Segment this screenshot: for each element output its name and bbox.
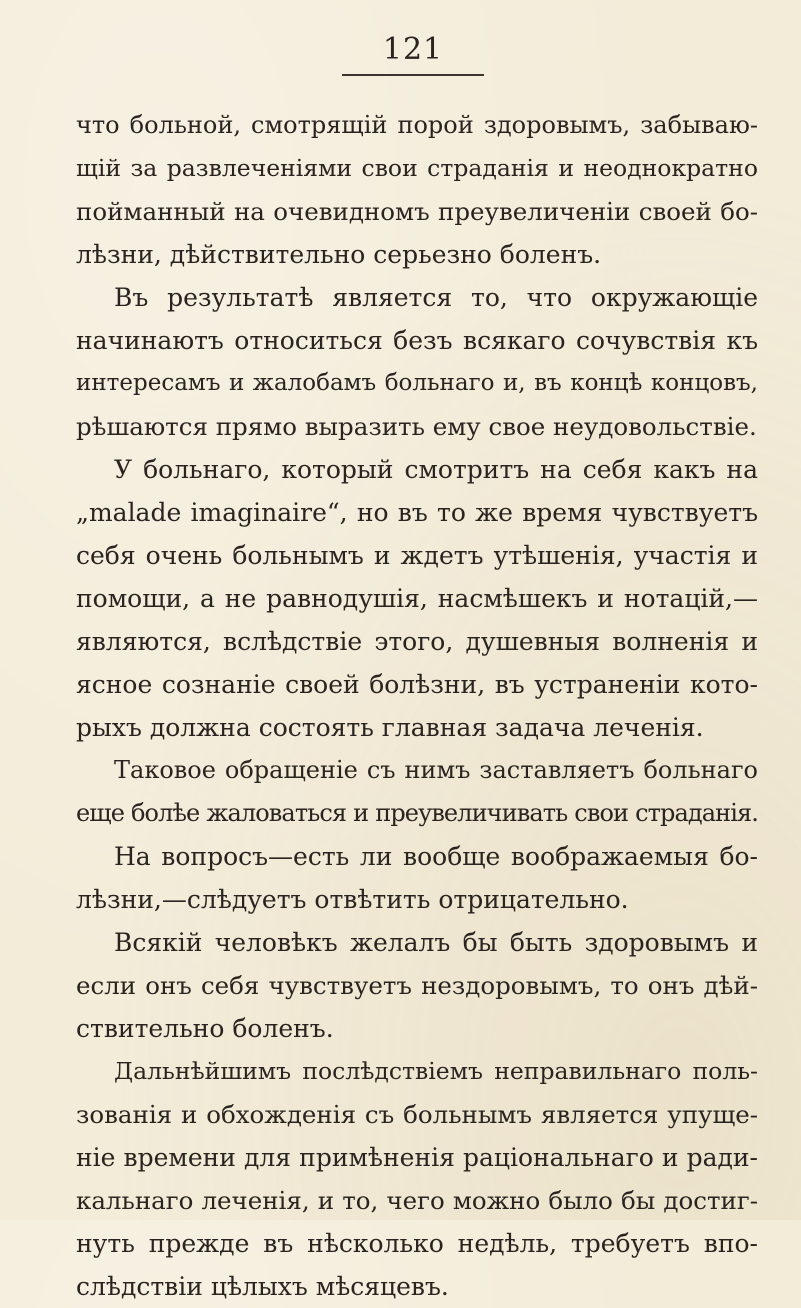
paragraph-2 [76,276,758,448]
page-number: 121 [382,32,444,67]
text-line: если онъ себя чувствуетъ нездоровымъ, то онъ дѣй- [76,971,758,1000]
text-line: себя очень больнымъ и ждетъ утѣшенія, участія и [76,541,758,570]
text-line: лѣзни, дѣйствительно серьезно боленъ. [76,240,602,269]
text-line: что больной, смотрящій порой здоровымъ, забываю- [76,111,758,139]
text-line: помощи, а не равнодушія, насмѣшекъ и нотацій,— [76,584,758,613]
text-line: интересамъ и жалобамъ больнаго и, въ концѣ концовъ, [76,370,758,396]
text-line: ніе времени для примѣненія раціональнаго и ради- [76,1143,758,1172]
paragraph-4 [76,749,758,835]
text-line: ясное сознаніе своей болѣзни, въ устраненіи кото- [76,670,758,699]
text-line: лѣзни,—слѣдуетъ отвѣтить отрицательно. [76,885,629,914]
text-line: ствительно боленъ. [76,1014,334,1043]
text-line: начинаютъ относиться безъ всякаго сочувствія къ [76,326,758,355]
paragraph-6 [76,921,758,1050]
text-line: рѣшаются прямо выразить ему свое неудовольствіе. [76,412,757,441]
text-line: пойманный на очевидномъ преувеличеніи своей бо- [76,197,758,226]
text-line: нуть прежде въ нѣсколько недѣль, требуетъ впо- [76,1229,758,1258]
text-line: рыхъ должна состоять главная задача леченія. [76,713,704,742]
text-line: зованія и обхожденія съ больнымъ является упуще- [76,1100,758,1129]
text-line: Таковое обращеніе съ нимъ заставляетъ больнаго [114,756,758,784]
text-line: Дальнѣйшимъ послѣдствіемъ неправильнаго поль- [114,1057,758,1085]
text-line: У больнаго, который смотритъ на себя какъ на [114,455,758,484]
paragraph-5 [76,835,758,921]
paragraph-1 [76,104,758,276]
page-body [76,104,758,1308]
text-line: Всякій человѣкъ желалъ бы быть здоровымъ и [114,928,758,957]
text-line: кальнаго леченія, и то, чего можно было бы достиг- [76,1186,758,1215]
text-line: еще болѣе жаловаться и преувеличивать свои страданія. [76,799,758,827]
text-line: Въ результатѣ является то, что окружающіе [114,283,758,312]
text-line: щій за развлеченіями свои страданія и неоднократно [76,154,758,182]
paragraph-3 [76,448,758,749]
text-line: На вопросъ—есть ли вообще воображаемыя бо- [114,842,758,871]
page-number-rule [342,74,484,76]
text-line: слѣдствіи цѣлыхъ мѣсяцевъ. [76,1272,449,1301]
paragraph-7 [76,1050,758,1308]
text-line: „malade imaginaire“, но въ то же время чувствуетъ [76,498,758,527]
text-line: являются, вслѣдствіе этого, душевныя волненія и [76,627,758,656]
